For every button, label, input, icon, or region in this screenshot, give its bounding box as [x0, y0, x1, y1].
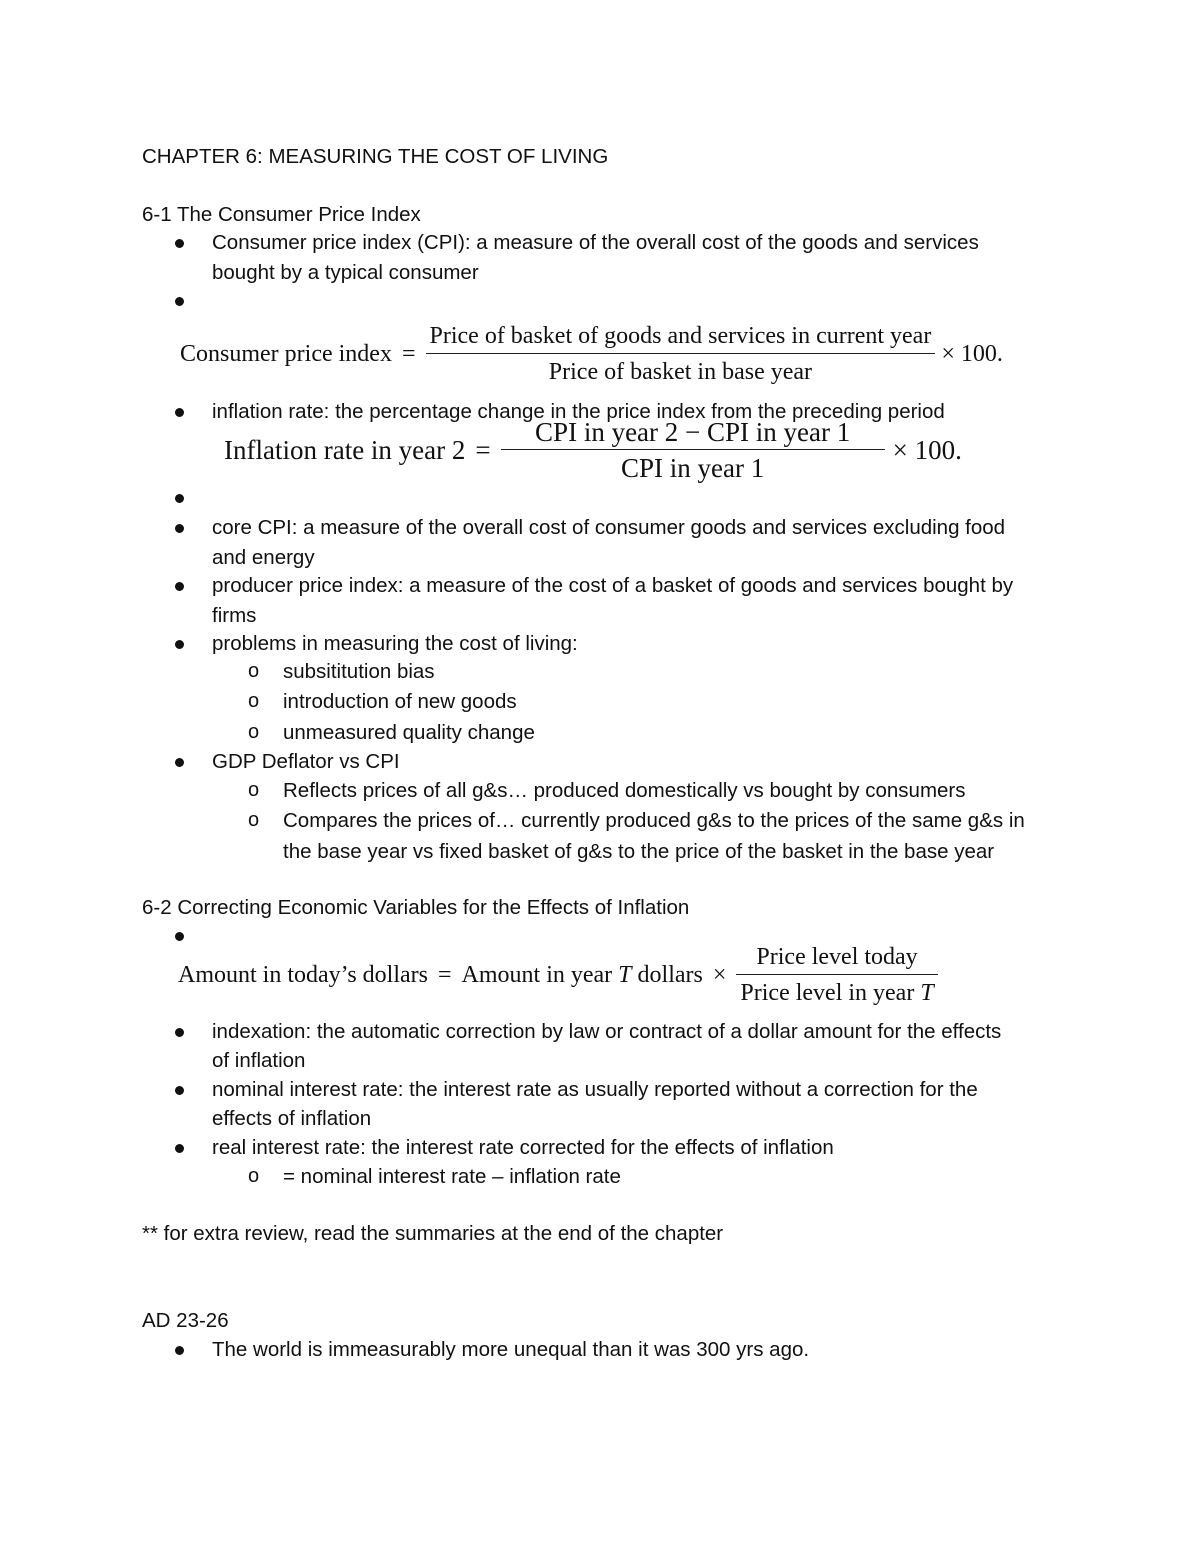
bullet-icon: [175, 1086, 184, 1095]
core-cpi-line2: and energy: [212, 546, 315, 569]
indexation-line1: indexation: the automatic correction by law or contract of a dollar amount for the effects: [212, 1020, 1002, 1043]
cpi-denominator: Price of basket in base year: [426, 353, 936, 387]
sub-bullet-icon: o: [248, 779, 260, 801]
sub-bullet-icon: o: [248, 1165, 260, 1187]
cpi-definition-line1: Consumer price index (CPI): a measure of the overall cost of the goods and services: [212, 231, 979, 254]
todays-dollars-lhs: Amount in today’s dollars: [178, 962, 428, 988]
cpi-fraction: [426, 322, 936, 387]
cpi-formula: [180, 322, 1003, 387]
inflation-definition: inflation rate: the percentage change in the price index from the preceding period: [212, 400, 945, 423]
bullet-icon: [175, 582, 184, 591]
times-sign: ×: [712, 962, 727, 988]
problem-item: subsititution bias: [283, 660, 435, 683]
inflation-denominator: CPI in year 1: [501, 449, 885, 483]
problem-item: introduction of new goods: [283, 690, 517, 713]
price-level-denominator-text: Price level in year: [740, 980, 915, 1006]
problem-item: unmeasured quality change: [283, 721, 535, 744]
ad-heading: AD 23-26: [142, 1309, 229, 1332]
bullet-icon: [175, 524, 184, 533]
bullet-icon: [175, 408, 184, 417]
equals-sign: =: [437, 962, 452, 988]
bullet-icon: [175, 494, 184, 503]
equals-sign: =: [401, 341, 416, 367]
problems-heading: problems in measuring the cost of living:: [212, 632, 578, 655]
gdp-vs-cpi-heading: GDP Deflator vs CPI: [212, 750, 400, 773]
todays-dollars-formula: [178, 943, 938, 1008]
bullet-icon: [175, 758, 184, 767]
sub-bullet-icon: o: [248, 721, 260, 743]
core-cpi-line1: core CPI: a measure of the overall cost of consumer goods and services excluding food: [212, 516, 1006, 539]
times-100: × 100.: [941, 341, 1003, 367]
real-rate-definition: real interest rate: the interest rate corrected for the effects of inflation: [212, 1136, 834, 1159]
bullet-icon: [175, 1028, 184, 1037]
sub-bullet-icon: o: [248, 690, 260, 712]
section-heading-6-2: 6-2 Correcting Economic Variables for the Effects of Inflation: [142, 896, 690, 919]
bullet-icon: [175, 239, 184, 248]
chapter-title: CHAPTER 6: MEASURING THE COST OF LIVING: [142, 145, 609, 168]
ppi-line1: producer price index: a measure of the cost of a basket of goods and services bought by: [212, 574, 1014, 597]
inflation-formula-lhs: Inflation rate in year 2: [224, 435, 466, 465]
nominal-rate-line1: nominal interest rate: the interest rate as usually reported without a correction for the: [212, 1078, 978, 1101]
price-level-numerator: Price level today: [756, 944, 918, 970]
indexation-line2: of inflation: [212, 1049, 306, 1072]
nominal-rate-line2: effects of inflation: [212, 1107, 372, 1130]
cpi-definition-line2: bought by a typical consumer: [212, 261, 479, 284]
gdp-vs-cpi-item: Reflects prices of all g&s… produced domestically vs bought by consumers: [283, 779, 966, 802]
bullet-icon: [175, 1346, 184, 1355]
section-heading-6-1: 6-1 The Consumer Price Index: [142, 203, 421, 226]
ppi-line2: firms: [212, 604, 257, 627]
amount-in-year-label: Amount in year: [461, 962, 613, 988]
inflation-formula: [224, 418, 962, 483]
cpi-numerator: Price of basket of goods and services in current year: [429, 323, 932, 349]
equals-sign: =: [475, 435, 491, 465]
review-note: ** for extra review, read the summaries at the end of the chapter: [142, 1222, 724, 1245]
price-level-fraction: [736, 943, 937, 1008]
bullet-icon: [175, 297, 184, 306]
sub-bullet-icon: o: [248, 660, 260, 682]
inflation-numerator: CPI in year 2 − CPI in year 1: [535, 417, 851, 447]
bullet-icon: [175, 1144, 184, 1153]
bullet-icon: [175, 640, 184, 649]
sub-bullet-icon: o: [248, 809, 260, 831]
bullet-icon: [175, 932, 184, 941]
year-t-variable: T: [920, 980, 934, 1006]
year-t-variable: T: [618, 962, 632, 988]
real-rate-formula: = nominal interest rate – inflation rate: [283, 1165, 621, 1188]
gdp-vs-cpi-item-line1: Compares the prices of… currently produced g&s to the prices of the same g&s in: [283, 809, 1025, 832]
cpi-formula-lhs: Consumer price index: [180, 341, 392, 367]
price-level-denominator: [736, 974, 937, 1008]
dollars-label: dollars: [637, 962, 703, 988]
times-100: × 100.: [892, 435, 962, 465]
ad-item: The world is immeasurably more unequal than it was 300 yrs ago.: [212, 1338, 810, 1361]
inflation-fraction: [501, 418, 885, 483]
gdp-vs-cpi-item-line2: the base year vs fixed basket of g&s to the price of the basket in the base year: [283, 840, 995, 863]
